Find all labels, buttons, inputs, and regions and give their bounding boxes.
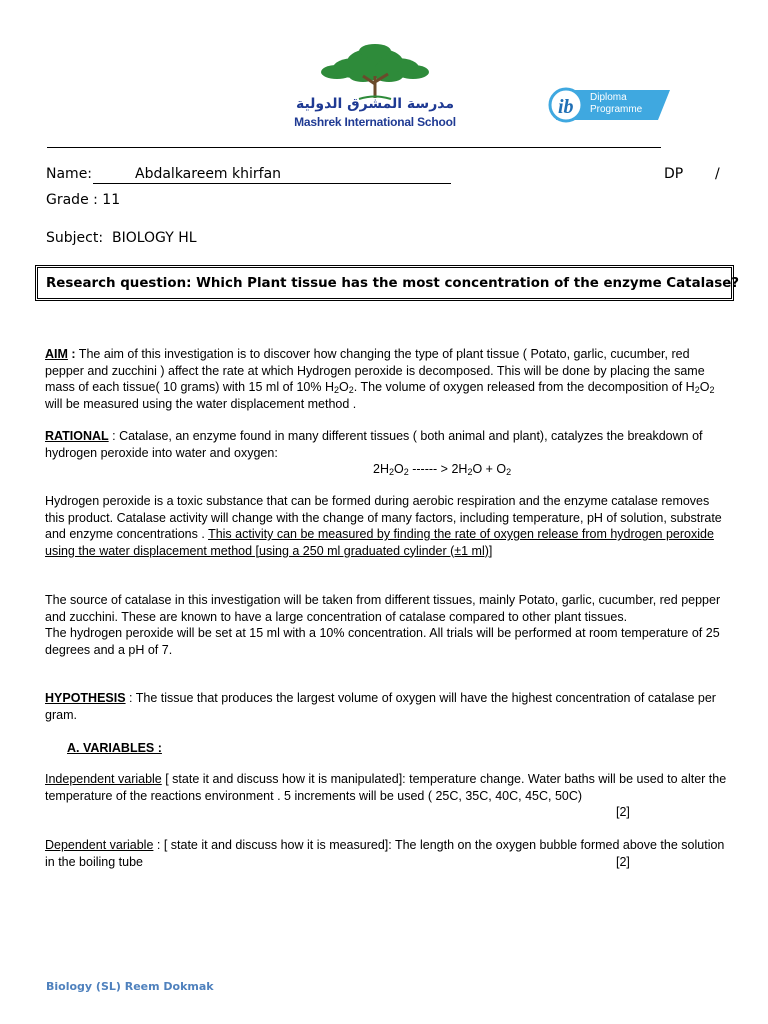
source-paragraph: The source of catalase in this investigation will be taken from different tissues, mainly Potato, garlic, cucumber, red pepper and zucchini. These are known to have a large concentration of catalase compared to other plant tissues. The hydrogen peroxide will be set at 15 ml with a 10% concentration. All trials will be performed at room temperature of 25 degrees and a pH of 7.: [45, 593, 721, 657]
tree-icon: [275, 42, 475, 102]
rational-paragraph: RATIONAL : Catalase, an enzyme found in many different tissues ( both animal and plant), catalyzes the breakdown of hydrogen peroxide into water and oxygen:: [45, 429, 703, 460]
research-question-box: [35, 265, 740, 301]
dependent-label: Dependent variable: [45, 838, 154, 852]
subject-value: BIOLOGY HL: [111, 230, 197, 246]
aim-paragraph: AIM : The aim of this investigation is to discover how changing the type of plant tissue ( Potato, garlic, cucumber, red pepper and zucchini ) affect the rate at which Hydrogen peroxide is decomposed. This will be done by placing the same mass of each tissue( 10 grams) with 15 ml of 10% $H_2O_2$. The volume of oxygen released from the decomposition of $H_2O_2$ will be measured using the water displacement method .: [45, 347, 715, 411]
name-label: Name:: [46, 166, 93, 182]
aim-label: AIM: [45, 347, 68, 361]
school-name: Mashrek International School: [294, 115, 456, 129]
independent-marks: [2]: [616, 805, 630, 819]
name-value: Abdalkareem khirfan: [93, 166, 451, 184]
dp-slash: /: [715, 166, 720, 182]
hypothesis-paragraph: HYPOTHESIS : The tissue that produces the largest volume of oxygen will have the highest concentration of catalase per gram.: [45, 691, 716, 722]
decomposition-equation: $2H_2O_2$ ------ > $2H_2O + O_2$: [373, 462, 512, 477]
grade-line: Grade : 11: [46, 192, 121, 208]
variables-heading: A. VARIABLES :: [67, 741, 162, 755]
research-question: Research question: Which Plant tissue has the most concentration of the enzyme Catalase?: [46, 276, 740, 291]
footer-text: Biology (SL) Reem Dokmak: [46, 980, 214, 993]
dependent-variable: Dependent variable : [ state it and discuss how it is measured]: The length on the oxygen bubble formed above the solution in the boiling tube: [45, 838, 725, 869]
school-name-arabic: مدرسة المشرق الدولية: [295, 96, 455, 112]
school-logo: [275, 42, 475, 132]
hypothesis-label: HYPOTHESIS: [45, 691, 126, 705]
measurement-method: This activity can be measured by finding the rate of oxygen release from hydrogen peroxide using the water displacement method [using a 250 ml graduated cylinder (±1 ml)]: [45, 527, 714, 558]
svg-text:ib: ib: [558, 96, 574, 118]
subject-label: Subject:: [46, 230, 104, 246]
independent-variable: Independent variable [ state it and discuss how it is manipulated]: temperature change. Water baths will be used to alter the temperature of the reactions environment . 5 increments will be used ( 25C, 35C, 40C, 45C, 50C): [45, 772, 727, 803]
ib-diploma-logo: [548, 86, 670, 124]
header-divider: [47, 147, 661, 148]
hydrogen-peroxide-paragraph: Hydrogen peroxide is a toxic substance that can be formed during aerobic respiration and the enzyme catalase removes this product. Catalase activity will change with the change of many factors, including temperature, pH of solution, substrate and enzyme concentrations . This activity can be measured by finding the rate of oxygen release from hydrogen peroxide using the water displacement method [using a 250 ml graduated cylinder (±1 ml)]: [45, 494, 722, 558]
rational-label: RATIONAL: [45, 429, 109, 443]
dp-label: DP: [664, 166, 684, 182]
independent-label: Independent variable: [45, 772, 162, 786]
subject-line: [46, 230, 197, 246]
ib-programme-text: Programme: [590, 104, 643, 115]
ib-diploma-text: Diploma: [590, 92, 627, 103]
dependent-marks: [2]: [616, 855, 630, 869]
